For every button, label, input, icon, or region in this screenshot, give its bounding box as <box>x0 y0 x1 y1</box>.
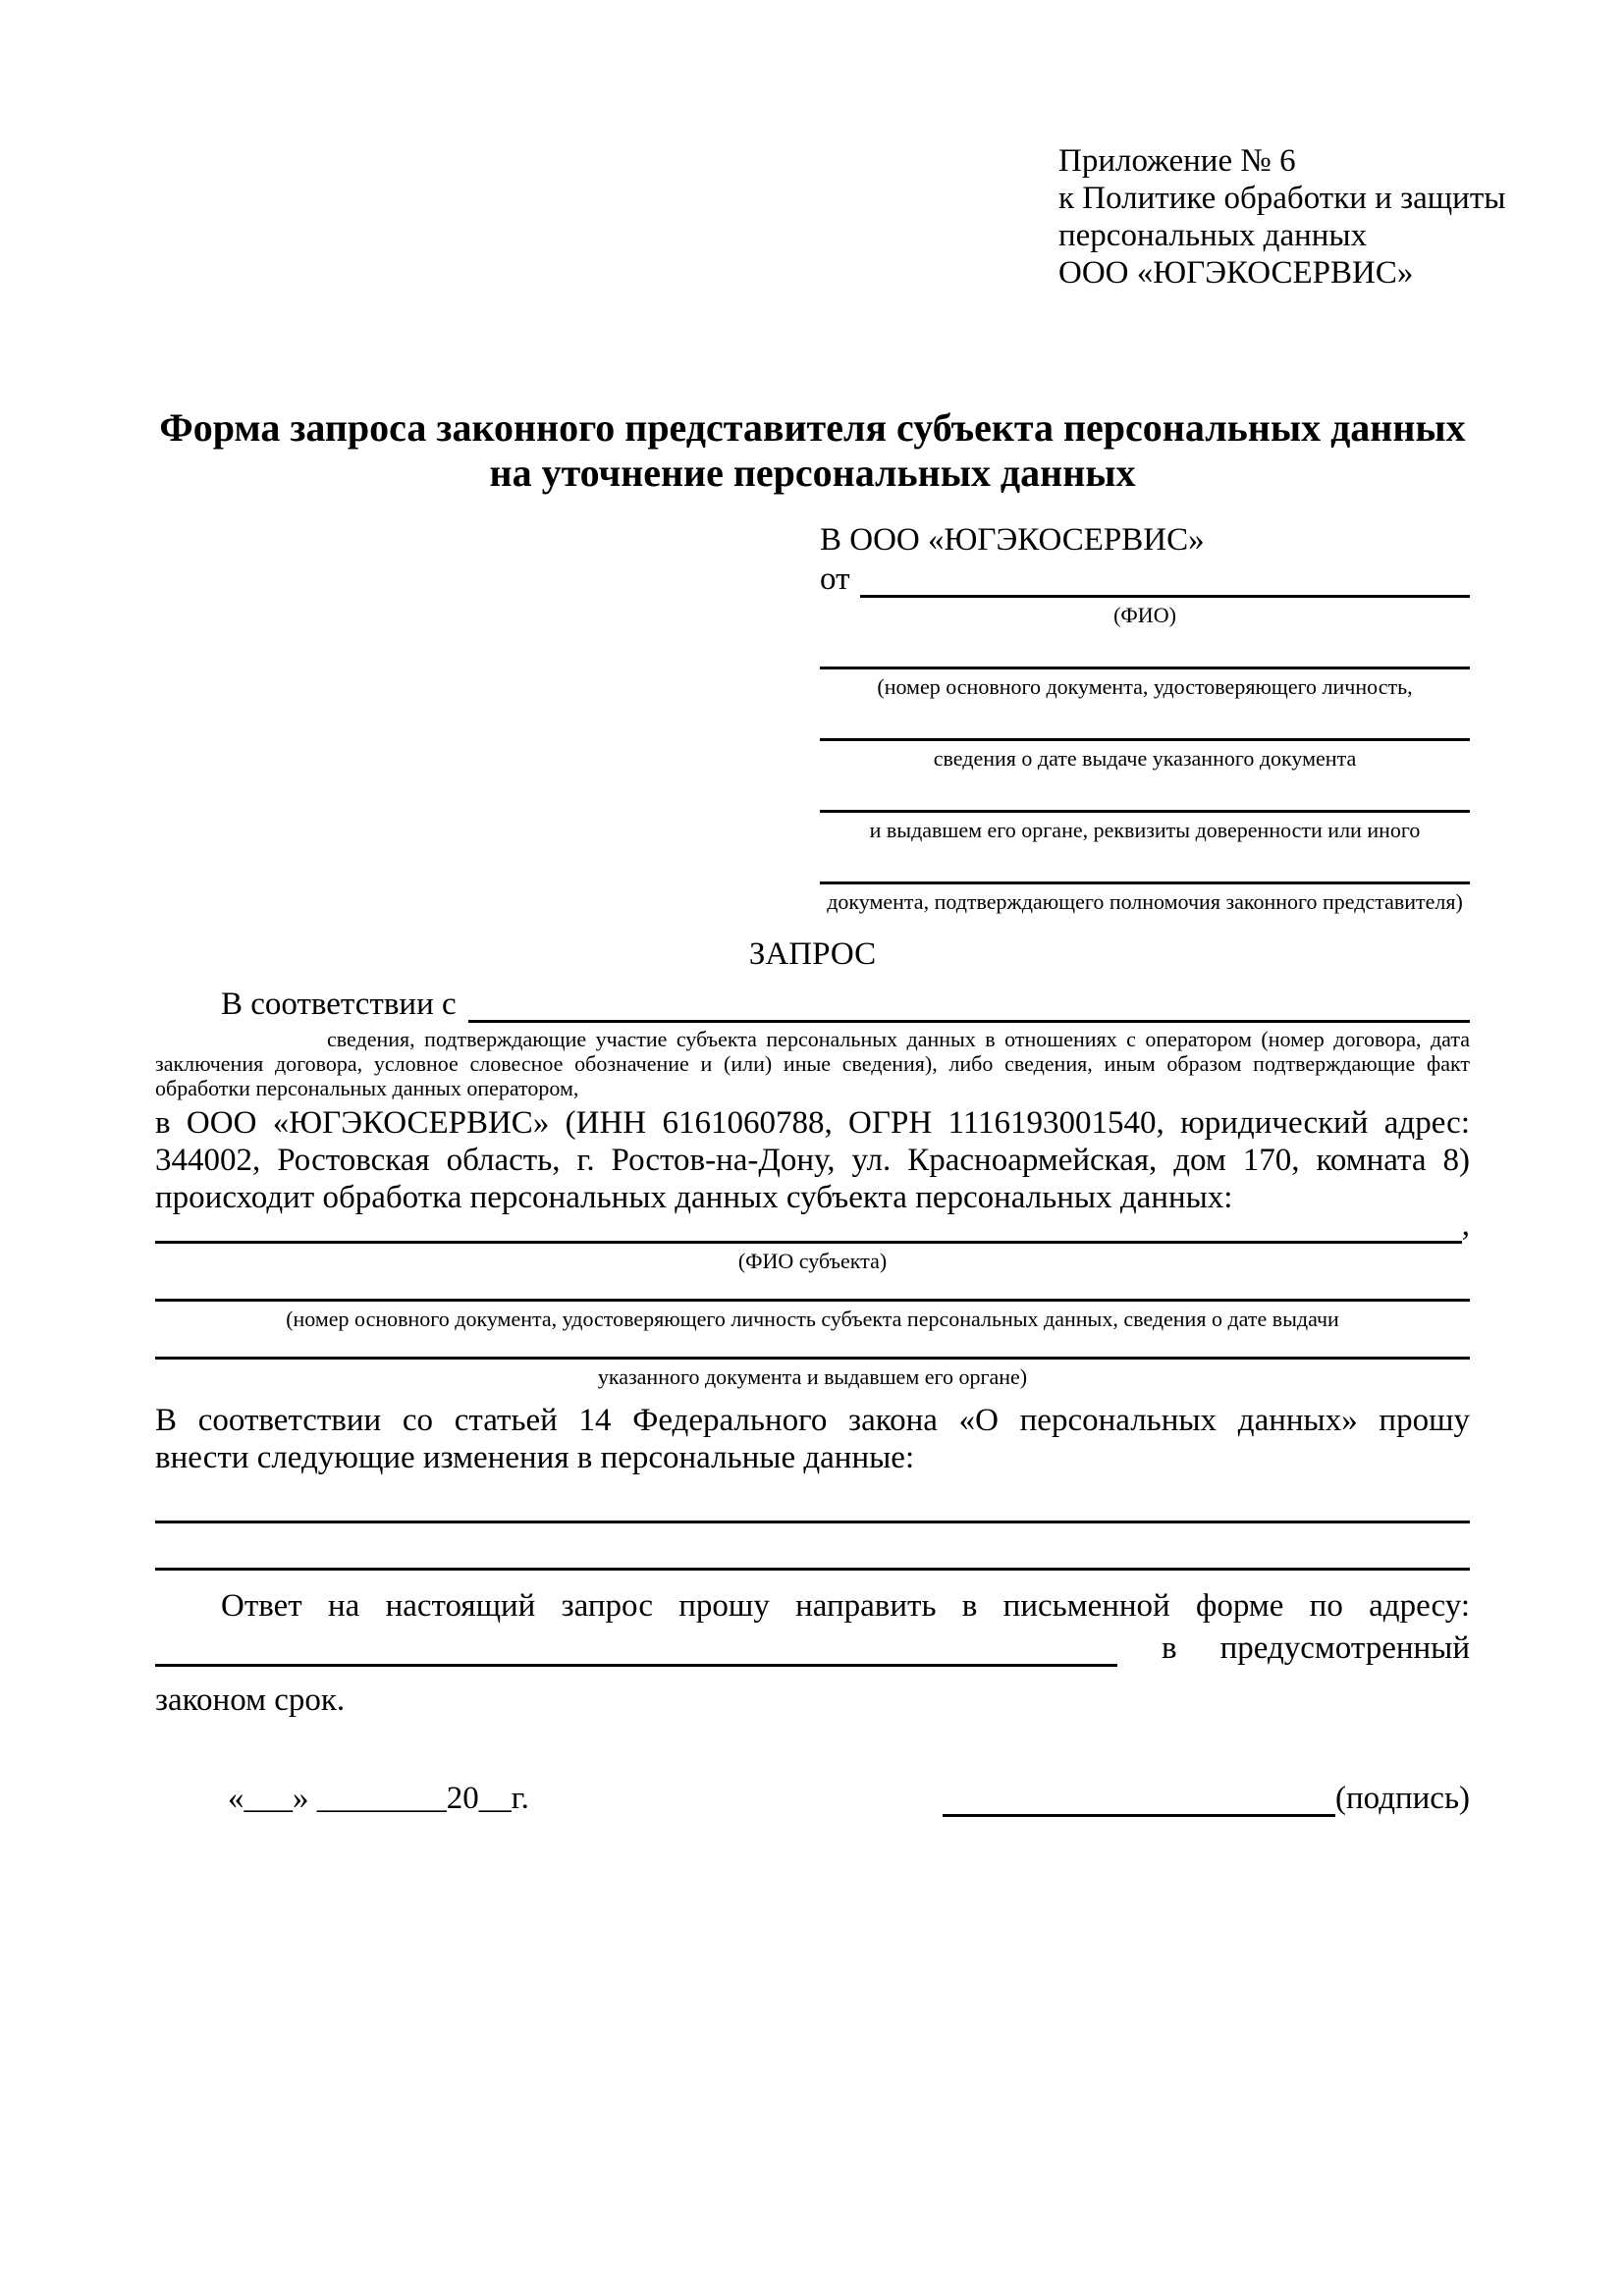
fio-blank-line <box>860 564 1471 598</box>
issue-date-blank-line <box>820 700 1470 741</box>
subject-document-issuer-field <box>155 1332 1470 1390</box>
footnote-text: сведения, подтверждающие участие субъекта персональных данных в отношениях с оператором (номер договора, дата заключения договора, условное словесное обозначение и (или) иные сведения), либо сведения, иным образом подтверждающие факт обработки персональных данных оператором, <box>155 1027 1470 1100</box>
appendix-note-line: персональных данных <box>1058 218 1368 253</box>
addressee-organization: В ООО «ЮГЭКОСЕРВИС» <box>820 522 1205 558</box>
subject-document-field <box>155 1274 1470 1332</box>
subject-document-issuer-caption: указанного документа и выдавшем его органе) <box>597 1364 1028 1389</box>
appendix-note-line: Приложение № 6 <box>1058 143 1296 179</box>
subject-document-blank-line <box>155 1274 1470 1302</box>
answer-address-blank-line <box>155 1626 1117 1667</box>
issuing-authority-blank-line <box>820 772 1470 813</box>
signature-caption: (подпись) <box>1335 1781 1470 1816</box>
form-title: Форма запроса законного представителя субъекта персональных данных на уточнение персональных данных <box>159 405 1466 495</box>
answer-paragraph-line: законом срок. <box>155 1682 346 1718</box>
amendments-paragraph-line: В соответствии со статьей 14 Федерального закона «О персональных данных» прошу <box>155 1403 1470 1438</box>
date-signature-row <box>155 1781 1470 1817</box>
operator-paragraph-line: в ООО «ЮГЭКОСЕРВИС» (ИНН 6161060788, ОГРН 1116193001540, юридический адрес: <box>155 1105 1470 1141</box>
authority-document-caption: документа, подтверждающего полномочия законного представителя) <box>827 889 1463 914</box>
subject-fio-suffix: , <box>1461 1207 1470 1243</box>
amendments-paragraph <box>155 1402 1470 1476</box>
subject-document-rule-row <box>155 1274 1470 1302</box>
addressee-field <box>820 772 1470 843</box>
amendments-blank-line-2 <box>155 1523 1470 1571</box>
operator-paragraph-line: 344002, Ростовская область, г. Ростов-на-Дону, ул. Красноармейская, дом 170, комната 8) <box>155 1143 1470 1178</box>
appendix-note <box>1058 142 1506 292</box>
addressee-field <box>820 628 1470 700</box>
from-row <box>820 561 1470 598</box>
addressee-field <box>820 843 1470 915</box>
answer-address-row <box>155 1626 1470 1667</box>
appendix-note-line: к Политике обработки и защиты <box>1058 181 1506 216</box>
issuing-authority-caption: и выдавшем его органе, реквизиты доверенности или иного <box>869 818 1421 842</box>
answer-paragraph-tail: в предусмотренный <box>1162 1630 1470 1666</box>
appendix-note-line: ООО «ЮГЭКОСЕРВИС» <box>1058 255 1414 291</box>
subject-fio-field <box>155 1207 1470 1274</box>
subject-fio-rule-row <box>155 1207 1470 1244</box>
amendments-paragraph-line: внести следующие изменения в персональные данные: <box>155 1440 915 1475</box>
signature-area <box>943 1781 1470 1817</box>
answer-paragraph-line: Ответ на настоящий запрос прошу направить в письменной форме по адресу: <box>221 1588 1470 1624</box>
accordance-row <box>155 980 1470 1023</box>
issue-date-caption: сведения о дате выдаче указанного документа <box>933 746 1357 771</box>
addressee-block <box>820 521 1470 915</box>
document-number-caption: (номер основного документа, удостоверяющего личность, <box>877 674 1413 699</box>
request-heading: ЗАПРОС <box>748 936 877 972</box>
answer-paragraph <box>155 1586 1470 1720</box>
signature-blank-line <box>943 1784 1335 1817</box>
subject-fio-caption: (ФИО субъекта) <box>737 1249 888 1273</box>
subject-fio-blank-line <box>155 1216 1462 1244</box>
document-number-blank-line <box>820 628 1470 669</box>
fio-caption: (ФИО) <box>1113 603 1176 627</box>
subject-document-caption: (номер основного документа, удостоверяющего личность субъекта персональных данных, сведения о дате выдачи <box>286 1307 1339 1331</box>
from-label: от <box>820 561 850 597</box>
authority-document-blank-line <box>820 843 1470 884</box>
operator-paragraph-line: происходит обработка персональных данных субъекта персональных данных: <box>155 1180 1233 1215</box>
accordance-blank-line <box>468 980 1470 1023</box>
date-blank: «___» ________20__г. <box>228 1781 529 1816</box>
amendments-blank-line-1 <box>155 1476 1470 1523</box>
addressee-field <box>820 700 1470 772</box>
subject-document-issuer-rule-row <box>155 1332 1470 1360</box>
operator-paragraph <box>155 1104 1470 1216</box>
subject-document-issuer-blank-line <box>155 1332 1470 1360</box>
accordance-lead: В соответствии с <box>221 987 457 1022</box>
